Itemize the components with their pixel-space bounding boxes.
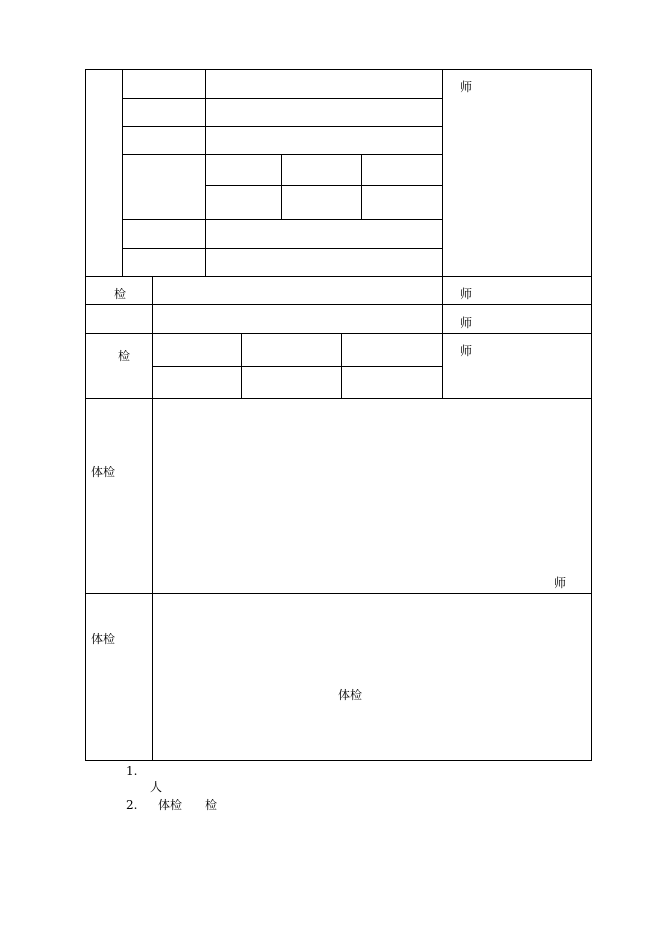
divider-section-a — [85, 276, 592, 277]
row-3-signature-label: 师 — [460, 344, 473, 358]
divider-row-3-inner — [152, 366, 443, 367]
col-a4 — [361, 154, 362, 220]
border-bottom — [85, 760, 592, 761]
divider-a4 — [205, 185, 443, 186]
col-b2 — [341, 333, 342, 399]
row-2-signature-label: 师 — [460, 316, 473, 330]
row-4-label: 体检 — [91, 465, 116, 479]
note-1-text: 人 — [150, 780, 163, 794]
section-a-signature-label: 师 — [460, 80, 473, 94]
row-5-center-text: 体检 — [338, 688, 363, 702]
divider-a3 — [122, 154, 443, 155]
row-1-label: 检 — [114, 287, 127, 301]
col-a2 — [205, 69, 206, 277]
row-1-signature-label: 师 — [460, 287, 473, 301]
row-5-label: 体检 — [91, 632, 116, 646]
divider-row-1 — [85, 304, 592, 305]
divider-a5 — [122, 219, 443, 220]
divider-a2 — [122, 126, 443, 127]
note-1-number: 1. — [126, 764, 138, 778]
divider-a1 — [122, 98, 443, 99]
note-2-text-a: 体检 — [158, 798, 183, 812]
col-b1 — [241, 333, 242, 399]
border-left — [85, 69, 86, 761]
col-a1 — [122, 69, 123, 277]
col-label — [152, 276, 153, 761]
divider-a6 — [122, 248, 443, 249]
divider-row-4 — [85, 593, 592, 594]
divider-row-3 — [85, 398, 592, 399]
note-2-number: 2. — [126, 798, 138, 812]
row-4-signature-label: 师 — [554, 576, 567, 590]
col-a3 — [281, 154, 282, 220]
row-3-label: 检 — [118, 349, 131, 363]
note-2-text-b: 检 — [205, 798, 218, 812]
border-right — [591, 69, 592, 761]
border-top — [85, 69, 592, 70]
divider-row-2 — [85, 333, 592, 334]
col-signature — [442, 69, 443, 399]
